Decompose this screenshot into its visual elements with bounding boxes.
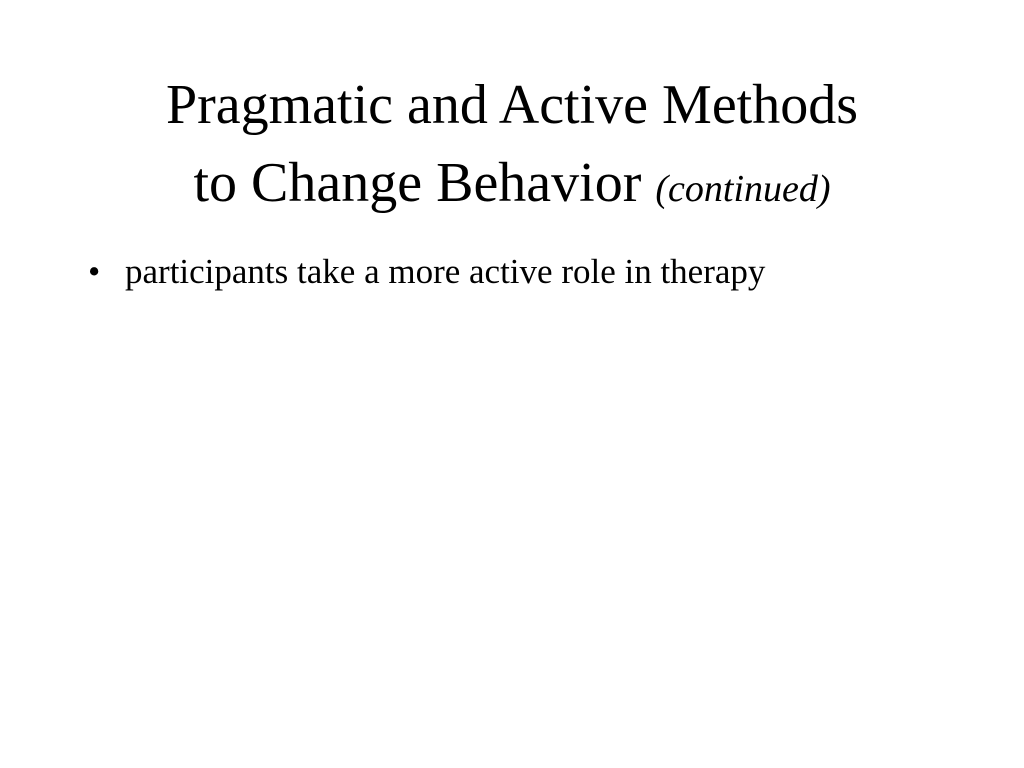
title-line-2: to Change Behavior: [193, 152, 642, 214]
bullet-list: [88, 246, 765, 298]
slide-title: [0, 66, 1024, 228]
title-suffix: (continued): [655, 168, 831, 210]
bullet-marker: •: [88, 252, 101, 291]
bullet-text: participants take a more active role in therapy: [125, 252, 766, 291]
title-line-2-wrapper: [0, 144, 1024, 228]
bullet-item: [88, 246, 765, 298]
title-line-1: Pragmatic and Active Methods: [165, 74, 859, 136]
